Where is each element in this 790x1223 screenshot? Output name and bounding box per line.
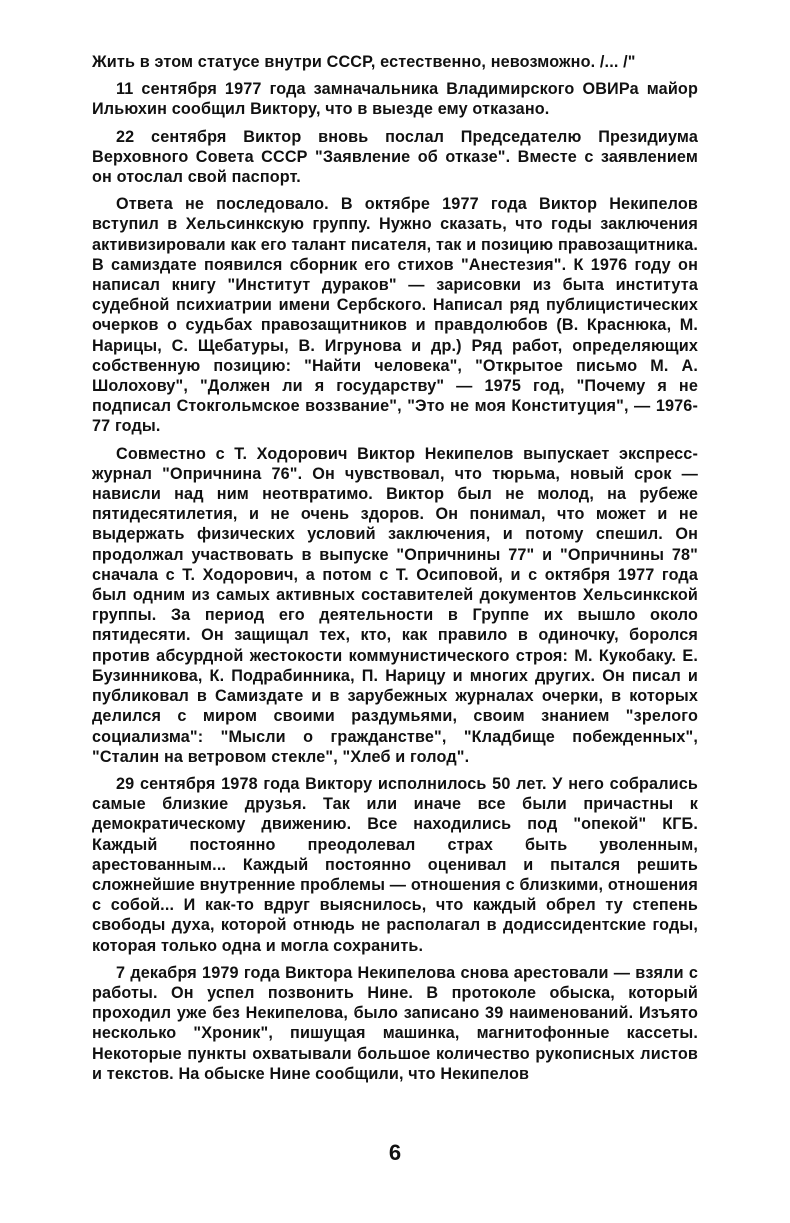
document-page [92,52,698,1091]
paragraph-7: 7 декабря 1979 года Виктора Некипелова снова арестовали — взяли с работы. Он успел позвонить Нине. В протоколе обыска, который проходил уже без Некипелова, было записано 39 наименований. Изъято несколько "Хроник", пишущая машинка, магнитофонные кассеты. Некоторые пункты охватывали большое количество рукописных листов и текстов. На обыске Нине сообщили, что Некипелов [92,963,698,1083]
paragraph-5: Совместно с Т. Ходорович Виктор Некипелов выпускает экспресс-журнал "Опричнина 76". Он чувствовал, что тюрьма, новый срок — нависли над ним неотвратимо. Виктор был не молод, на рубеже пятидесятилетия, и не очень здоров. Он понимал, что может и не выдержать физических условий заключения, и потому спешил. Он продолжал участвовать в выпуске "Опричнины 77" и "Опричнины 78" сначала с Т. Ходорович, а потом с Т. Осиповой, и с октября 1977 года был одним из самых активных составителей документов Хельсинкской группы. За период его деятельности в Группе их вышло около пятидесяти. Он защищал тех, кто, как правило в одиночку, боролся против абсурдной жестокости коммунистического строя: М. Кукобаку. Е. Бузинникова, К. Подрабинника, П. Нарицу и многих других. Он писал и публиковал в Самиздате и в зарубежных журналах очерки, в которых делился с миром своими раздумьями, своим знанием "зрелого социализма": "Мысли о гражданстве", "Кладбище побежденных", "Сталин на ветровом стекле", "Хлеб и голод". [92,444,698,766]
paragraph-6: 29 сентября 1978 года Виктору исполнилось 50 лет. У него собрались самые близкие друзья. Так или иначе все были причастны к демократическому движению. Все находились под "опекой" КГБ. Каждый постоянно преодолевал страх быть уволенным, арестованным... Каждый постоянно оценивал и пытался решить сложнейшие внутренние проблемы — отношения с близкими, отношения с собой... И как-то вдруг выяснилось, что каждый обрел ту степень свободы духа, которой отнюдь не располагал в додиссидентские годы, которая только одна и могла сохранить. [92,774,698,955]
paragraph-2: 11 сентября 1977 года замначальника Владимирского ОВИРа майор Ильюхин сообщил Виктору, что в выезде ему отказано. [92,80,698,119]
paragraph-1: Жить в этом статусе внутри СССР, естественно, невозможно. /... /" [92,53,636,71]
paragraph-3: 22 сентября Виктор вновь послал Председателю Президиума Верховного Совета СССР "Заявление об отказе". Вместе с заявлением он отослал свой паспорт. [92,127,698,187]
paragraph-4: Ответа не последовало. В октябре 1977 года Виктор Некипелов вступил в Хельсинкскую группу. Нужно сказать, что годы заключения активизировали как его талант писателя, так и позицию правозащитника. В самиздате появился сборник его стихов "Анестезия". К 1976 году он написал книгу "Институт дураков" — зарисовки из быта института судебной психиатрии имени Сербского. Написал ряд публицистических очерков о судьбах правозащитников и правдолюбов (В. Краснюка, М. Нарицы, С. Щебатуры, В. Игрунова и др.) Ряд работ, определяющих собственную позицию: "Найти человека", "Открытое письмо М. А. Шолохову", "Должен ли я государству" — 1975 год, "Почему я не подписал Стокгольмское воззвание", "Это не моя Конституция", — 1976-77 годы. [92,195,698,436]
page-number: 6 [388,1140,402,1165]
